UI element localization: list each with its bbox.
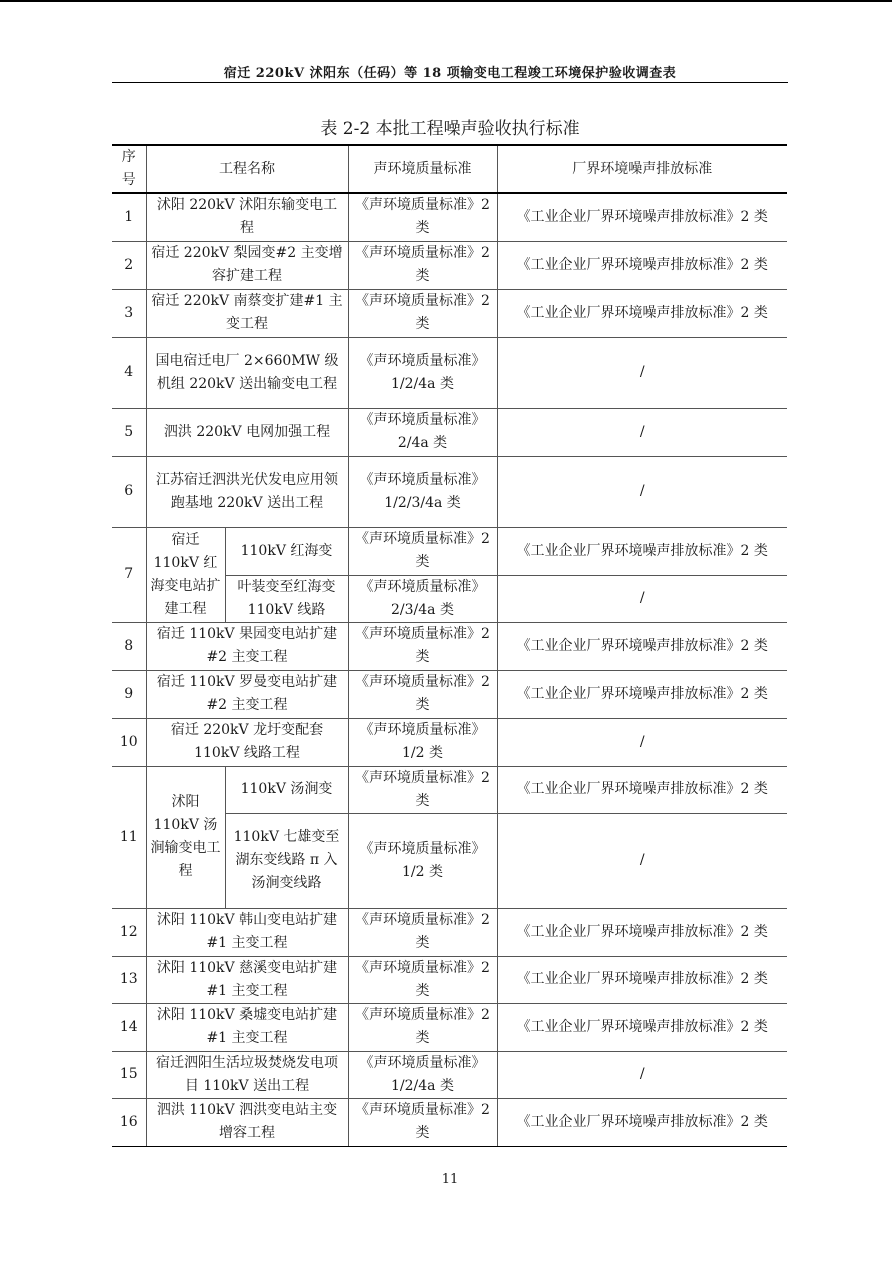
table-header-row	[112, 145, 787, 193]
row-number: 15	[112, 1051, 146, 1098]
sub-project-name: 110kV 七雄变至湖东变线路 π 入汤涧变线路	[225, 813, 348, 908]
col-header-boundary: 厂界环境噪声排放标准	[497, 145, 787, 193]
row-number: 7	[112, 527, 146, 622]
boundary-standard: /	[497, 718, 787, 766]
table-row	[112, 766, 787, 813]
boundary-standard: 《工业企业厂界环境噪声排放标准》2 类	[497, 622, 787, 670]
table-row	[112, 1098, 787, 1146]
table-caption: 表 2-2 本批工程噪声验收执行标准	[320, 119, 580, 139]
quality-standard: 《声环境质量标准》2 类	[348, 289, 497, 337]
noise-standards-table	[112, 144, 787, 1147]
row-number: 16	[112, 1098, 146, 1146]
project-name: 宿迁泗阳生活垃圾焚烧发电项目 110kV 送出工程	[146, 1051, 348, 1098]
boundary-standard: /	[497, 456, 787, 527]
boundary-standard: 《工业企业厂界环境噪声排放标准》2 类	[497, 1098, 787, 1146]
table-row	[112, 527, 787, 575]
quality-standard: 《声环境质量标准》1/2 类	[348, 718, 497, 766]
row-number: 1	[112, 193, 146, 241]
boundary-standard: 《工业企业厂界环境噪声排放标准》2 类	[497, 766, 787, 813]
boundary-standard: 《工业企业厂界环境噪声排放标准》2 类	[497, 241, 787, 289]
col-header-name: 工程名称	[146, 145, 348, 193]
project-name: 沭阳 110kV 慈溪变电站扩建#1 主变工程	[146, 956, 348, 1003]
project-name: 泗洪 220kV 电网加强工程	[146, 408, 348, 456]
row-number: 3	[112, 289, 146, 337]
project-name: 沭阳 220kV 沭阳东输变电工程	[146, 193, 348, 241]
project-name: 宿迁 220kV 龙圩变配套 110kV 线路工程	[146, 718, 348, 766]
boundary-standard: 《工业企业厂界环境噪声排放标准》2 类	[497, 289, 787, 337]
boundary-standard: /	[497, 813, 787, 908]
sub-project-name: 110kV 汤涧变	[225, 766, 348, 813]
boundary-standard: 《工业企业厂界环境噪声排放标准》2 类	[497, 908, 787, 956]
row-number: 4	[112, 337, 146, 408]
quality-standard: 《声环境质量标准》2/4a 类	[348, 408, 497, 456]
quality-standard: 《声环境质量标准》2 类	[348, 622, 497, 670]
sub-project-name: 110kV 红海变	[225, 527, 348, 575]
table-row	[112, 193, 787, 241]
project-group-name: 沭阳 110kV 汤涧输变电工程	[146, 766, 225, 908]
col-header-quality: 声环境质量标准	[348, 145, 497, 193]
project-name: 宿迁 110kV 果园变电站扩建#2 主变工程	[146, 622, 348, 670]
quality-standard: 《声环境质量标准》2 类	[348, 193, 497, 241]
table-row	[112, 289, 787, 337]
project-group-name: 宿迁 110kV 红海变电站扩建工程	[146, 527, 225, 622]
quality-standard: 《声环境质量标准》2 类	[348, 908, 497, 956]
page-number: 11	[441, 1172, 459, 1187]
quality-standard: 《声环境质量标准》2 类	[348, 766, 497, 813]
table-row	[112, 908, 787, 956]
quality-standard: 《声环境质量标准》1/2/4a 类	[348, 337, 497, 408]
row-number: 5	[112, 408, 146, 456]
row-number: 13	[112, 956, 146, 1003]
boundary-standard: /	[497, 337, 787, 408]
row-number: 10	[112, 718, 146, 766]
quality-standard: 《声环境质量标准》2 类	[348, 670, 497, 718]
table-row	[112, 622, 787, 670]
quality-standard: 《声环境质量标准》2 类	[348, 956, 497, 1003]
quality-standard: 《声环境质量标准》2 类	[348, 1003, 497, 1051]
table-row	[112, 337, 787, 408]
row-number: 6	[112, 456, 146, 527]
boundary-standard: 《工业企业厂界环境噪声排放标准》2 类	[497, 193, 787, 241]
document-header: 宿迁 220kV 沭阳东（任码）等 18 项输变电工程竣工环境保护验收调查表	[223, 66, 677, 81]
project-name: 江苏宿迁泗洪光伏发电应用领跑基地 220kV 送出工程	[146, 456, 348, 527]
table-row	[112, 408, 787, 456]
quality-standard: 《声环境质量标准》1/2 类	[348, 813, 497, 908]
boundary-standard: 《工业企业厂界环境噪声排放标准》2 类	[497, 1003, 787, 1051]
boundary-standard: 《工业企业厂界环境噪声排放标准》2 类	[497, 956, 787, 1003]
boundary-standard: 《工业企业厂界环境噪声排放标准》2 类	[497, 670, 787, 718]
quality-standard: 《声环境质量标准》2 类	[348, 1098, 497, 1146]
project-name: 宿迁 220kV 南蔡变扩建#1 主变工程	[146, 289, 348, 337]
project-name: 宿迁 110kV 罗曼变电站扩建#2 主变工程	[146, 670, 348, 718]
boundary-standard: /	[497, 575, 787, 622]
top-rule	[0, 0, 892, 2]
project-name: 宿迁 220kV 梨园变#2 主变增容扩建工程	[146, 241, 348, 289]
table-row	[112, 670, 787, 718]
row-number: 11	[112, 766, 146, 908]
table-row	[112, 1003, 787, 1051]
table-row	[112, 1051, 787, 1098]
quality-standard: 《声环境质量标准》1/2/4a 类	[348, 1051, 497, 1098]
row-number: 14	[112, 1003, 146, 1051]
header-rule	[112, 82, 788, 83]
quality-standard: 《声环境质量标准》2/3/4a 类	[348, 575, 497, 622]
sub-project-name: 叶装变至红海变 110kV 线路	[225, 575, 348, 622]
row-number: 8	[112, 622, 146, 670]
col-header-no: 序号	[112, 145, 146, 193]
quality-standard: 《声环境质量标准》1/2/3/4a 类	[348, 456, 497, 527]
project-name: 国电宿迁电厂 2×660MW 级机组 220kV 送出输变电工程	[146, 337, 348, 408]
table-row	[112, 456, 787, 527]
quality-standard: 《声环境质量标准》2 类	[348, 241, 497, 289]
project-name: 沭阳 110kV 韩山变电站扩建#1 主变工程	[146, 908, 348, 956]
table-row	[112, 241, 787, 289]
row-number: 12	[112, 908, 146, 956]
quality-standard: 《声环境质量标准》2 类	[348, 527, 497, 575]
row-number: 9	[112, 670, 146, 718]
row-number: 2	[112, 241, 146, 289]
project-name: 沭阳 110kV 桑墟变电站扩建#1 主变工程	[146, 1003, 348, 1051]
boundary-standard: /	[497, 1051, 787, 1098]
boundary-standard: 《工业企业厂界环境噪声排放标准》2 类	[497, 527, 787, 575]
project-name: 泗洪 110kV 泗洪变电站主变增容工程	[146, 1098, 348, 1146]
table-row	[112, 956, 787, 1003]
boundary-standard: /	[497, 408, 787, 456]
table-row	[112, 718, 787, 766]
